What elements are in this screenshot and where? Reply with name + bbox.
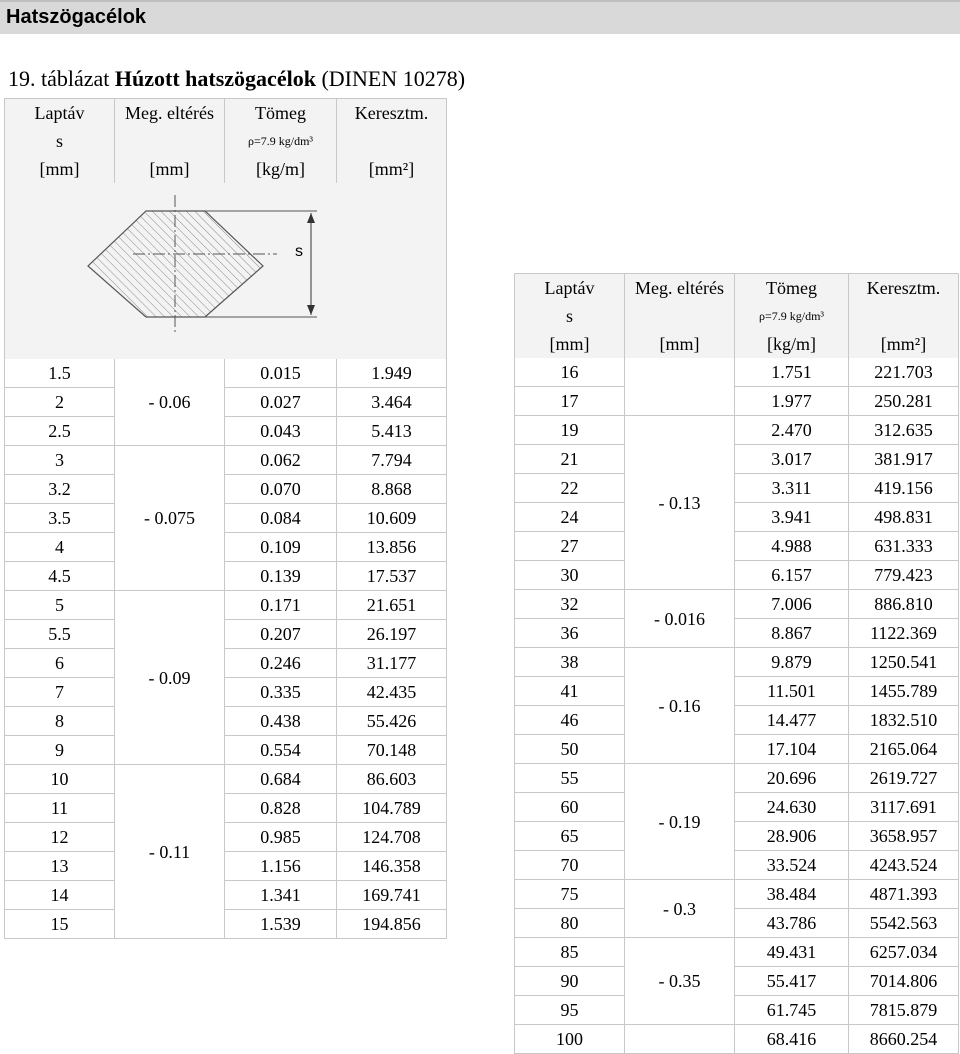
cell-tomeg: 0.684 — [225, 765, 337, 794]
cell-tomeg: 0.070 — [225, 475, 337, 504]
cell-laptav: 22 — [515, 474, 625, 503]
table-row — [515, 1025, 959, 1054]
table-row — [515, 387, 959, 416]
cell-keresztm: 1250.541 — [849, 648, 959, 677]
table-row — [515, 561, 959, 590]
cell-laptav: 27 — [515, 532, 625, 561]
cell-tomeg: 14.477 — [735, 706, 849, 735]
table-row — [515, 416, 959, 445]
cell-tomeg: 43.786 — [735, 909, 849, 938]
cell-keresztm: 8.868 — [337, 475, 447, 504]
cell-laptav: 75 — [515, 880, 625, 909]
col-header-empty — [849, 302, 959, 330]
table-row — [515, 764, 959, 793]
cell-laptav: 16 — [515, 358, 625, 387]
table-row — [515, 909, 959, 938]
cell-tolerance: - 0.06 — [115, 359, 225, 446]
cell-keresztm: 5542.563 — [849, 909, 959, 938]
cell-laptav: 95 — [515, 996, 625, 1025]
cell-tolerance: - 0.016 — [625, 590, 735, 648]
cell-laptav: 80 — [515, 909, 625, 938]
cell-tomeg: 0.335 — [225, 678, 337, 707]
cell-tolerance: - 0.075 — [115, 446, 225, 591]
col-unit-kgm: [kg/m] — [225, 155, 337, 183]
cell-tomeg: 0.139 — [225, 562, 337, 591]
cell-keresztm: 169.741 — [337, 881, 447, 910]
table-row — [5, 417, 447, 446]
cell-keresztm: 1122.369 — [849, 619, 959, 648]
table-row — [515, 938, 959, 967]
cell-keresztm: 1832.510 — [849, 706, 959, 735]
cell-tomeg: 0.109 — [225, 533, 337, 562]
cell-keresztm: 221.703 — [849, 358, 959, 387]
cell-tolerance: - 0.09 — [115, 591, 225, 765]
col-header-empty — [115, 127, 225, 155]
cell-tolerance: - 0.3 — [625, 880, 735, 938]
cell-keresztm: 631.333 — [849, 532, 959, 561]
col-header-rho: ρ=7.9 kg/dm³ — [225, 127, 337, 155]
cell-tomeg: 0.015 — [225, 359, 337, 388]
cell-tomeg: 1.156 — [225, 852, 337, 881]
cell-tomeg: 17.104 — [735, 735, 849, 764]
cell-laptav: 19 — [515, 416, 625, 445]
dimension-label-s: s — [295, 243, 303, 260]
cell-keresztm: 7.794 — [337, 446, 447, 475]
cell-tomeg: 1.751 — [735, 358, 849, 387]
cell-tomeg: 11.501 — [735, 677, 849, 706]
cell-laptav: 50 — [515, 735, 625, 764]
table-row — [5, 794, 447, 823]
cell-tomeg: 55.417 — [735, 967, 849, 996]
cell-laptav: 3.2 — [5, 475, 115, 504]
cell-laptav: 10 — [5, 765, 115, 794]
table-row — [515, 532, 959, 561]
cell-tomeg: 4.988 — [735, 532, 849, 561]
table-row — [515, 996, 959, 1025]
col-unit-mm: [mm] — [515, 330, 625, 358]
caption-suffix: (DINEN 10278) — [315, 66, 466, 91]
cell-tomeg: 0.828 — [225, 794, 337, 823]
cell-laptav: 55 — [515, 764, 625, 793]
cell-keresztm: 381.917 — [849, 445, 959, 474]
cell-tolerance — [625, 358, 735, 416]
cell-keresztm: 4243.524 — [849, 851, 959, 880]
table-row — [515, 677, 959, 706]
cell-laptav: 24 — [515, 503, 625, 532]
table-row — [5, 852, 447, 881]
cell-laptav: 2.5 — [5, 417, 115, 446]
table-row — [515, 735, 959, 764]
cell-laptav: 1.5 — [5, 359, 115, 388]
table-caption — [8, 66, 465, 92]
col-unit-mm2: [mm²] — [337, 155, 447, 183]
cell-keresztm: 7815.879 — [849, 996, 959, 1025]
cell-keresztm: 31.177 — [337, 649, 447, 678]
col-header-laptav: Laptáv — [5, 99, 115, 128]
cell-laptav: 36 — [515, 619, 625, 648]
cell-laptav: 4 — [5, 533, 115, 562]
cell-keresztm: 1455.789 — [849, 677, 959, 706]
hexagon-figure — [5, 183, 447, 359]
cell-keresztm: 55.426 — [337, 707, 447, 736]
table-row — [5, 823, 447, 852]
cell-keresztm: 13.856 — [337, 533, 447, 562]
caption-prefix: 19. táblázat — [8, 66, 115, 91]
cell-keresztm: 104.789 — [337, 794, 447, 823]
cell-keresztm: 3117.691 — [849, 793, 959, 822]
table-row — [5, 591, 447, 620]
hexagon-diagram — [5, 183, 447, 359]
cell-keresztm: 886.810 — [849, 590, 959, 619]
cell-laptav: 7 — [5, 678, 115, 707]
cell-keresztm: 4871.393 — [849, 880, 959, 909]
cell-laptav: 32 — [515, 590, 625, 619]
cell-laptav: 30 — [515, 561, 625, 590]
table-row — [5, 910, 447, 939]
cell-laptav: 6 — [5, 649, 115, 678]
cell-laptav: 9 — [5, 736, 115, 765]
cell-keresztm: 70.148 — [337, 736, 447, 765]
table-row — [5, 359, 447, 388]
cell-keresztm: 26.197 — [337, 620, 447, 649]
cell-tomeg: 2.470 — [735, 416, 849, 445]
cell-keresztm: 42.435 — [337, 678, 447, 707]
cell-tomeg: 0.171 — [225, 591, 337, 620]
cell-laptav: 5 — [5, 591, 115, 620]
cell-laptav: 3.5 — [5, 504, 115, 533]
title-bar — [0, 0, 960, 34]
table-row — [5, 475, 447, 504]
cell-tomeg: 68.416 — [735, 1025, 849, 1054]
cell-keresztm: 312.635 — [849, 416, 959, 445]
cell-tolerance: - 0.19 — [625, 764, 735, 880]
cell-laptav: 21 — [515, 445, 625, 474]
table-row — [5, 736, 447, 765]
cell-keresztm: 5.413 — [337, 417, 447, 446]
col-unit-kgm: [kg/m] — [735, 330, 849, 358]
cell-keresztm: 21.651 — [337, 591, 447, 620]
cell-laptav: 38 — [515, 648, 625, 677]
cell-tomeg: 24.630 — [735, 793, 849, 822]
table-row — [5, 620, 447, 649]
cell-tolerance: - 0.11 — [115, 765, 225, 939]
table-row — [5, 707, 447, 736]
cell-tolerance: - 0.13 — [625, 416, 735, 590]
table-row — [515, 967, 959, 996]
table-row — [515, 503, 959, 532]
cell-laptav: 85 — [515, 938, 625, 967]
cell-tomeg: 0.438 — [225, 707, 337, 736]
col-header-rho: ρ=7.9 kg/dm³ — [735, 302, 849, 330]
table-row — [515, 445, 959, 474]
cell-keresztm: 3658.957 — [849, 822, 959, 851]
table-row — [5, 562, 447, 591]
table-row — [515, 590, 959, 619]
right-table — [514, 273, 959, 1054]
col-header-s: s — [5, 127, 115, 155]
cell-tomeg: 7.006 — [735, 590, 849, 619]
cell-laptav: 2 — [5, 388, 115, 417]
cell-tomeg: 1.977 — [735, 387, 849, 416]
cell-tomeg: 6.157 — [735, 561, 849, 590]
cell-keresztm: 146.358 — [337, 852, 447, 881]
caption-bold: Húzott hatszögacélok — [114, 66, 316, 91]
cell-tomeg: 0.043 — [225, 417, 337, 446]
table-row — [515, 474, 959, 503]
cell-laptav: 65 — [515, 822, 625, 851]
table-row — [5, 881, 447, 910]
cell-laptav: 70 — [515, 851, 625, 880]
table-row — [5, 533, 447, 562]
cell-laptav: 46 — [515, 706, 625, 735]
cell-tolerance: - 0.35 — [625, 938, 735, 1025]
cell-tomeg: 3.017 — [735, 445, 849, 474]
cell-laptav: 4.5 — [5, 562, 115, 591]
cell-laptav: 8 — [5, 707, 115, 736]
cell-laptav: 12 — [5, 823, 115, 852]
cell-tomeg: 38.484 — [735, 880, 849, 909]
cell-laptav: 14 — [5, 881, 115, 910]
col-header-empty — [337, 127, 447, 155]
cell-keresztm: 3.464 — [337, 388, 447, 417]
cell-tolerance: - 0.16 — [625, 648, 735, 764]
cell-tomeg: 0.027 — [225, 388, 337, 417]
col-header-meg-elteres: Meg. eltérés — [625, 274, 735, 303]
table-row — [5, 388, 447, 417]
cell-tomeg: 0.246 — [225, 649, 337, 678]
cell-keresztm: 7014.806 — [849, 967, 959, 996]
table-row — [5, 446, 447, 475]
left-table — [4, 98, 447, 939]
cell-tomeg: 1.341 — [225, 881, 337, 910]
col-header-s: s — [515, 302, 625, 330]
cell-keresztm: 2165.064 — [849, 735, 959, 764]
col-header-laptav: Laptáv — [515, 274, 625, 303]
cell-laptav: 100 — [515, 1025, 625, 1054]
col-header-empty — [625, 302, 735, 330]
col-header-meg-elteres: Meg. eltérés — [115, 99, 225, 128]
col-header-tomeg: Tömeg — [735, 274, 849, 303]
cell-tomeg: 0.084 — [225, 504, 337, 533]
table-row — [515, 851, 959, 880]
page-title: Hatszögacélok — [6, 6, 147, 28]
cell-tomeg: 3.311 — [735, 474, 849, 503]
col-header-keresztm: Keresztm. — [849, 274, 959, 303]
col-header-keresztm: Keresztm. — [337, 99, 447, 128]
col-unit-mm: [mm] — [5, 155, 115, 183]
table-row — [5, 765, 447, 794]
table-row — [515, 793, 959, 822]
cell-laptav: 15 — [5, 910, 115, 939]
cell-keresztm: 1.949 — [337, 359, 447, 388]
cell-keresztm: 6257.034 — [849, 938, 959, 967]
cell-tolerance — [625, 1025, 735, 1054]
col-unit-mm: [mm] — [115, 155, 225, 183]
table-row — [5, 649, 447, 678]
col-unit-mm: [mm] — [625, 330, 735, 358]
cell-keresztm: 779.423 — [849, 561, 959, 590]
cell-tomeg: 0.554 — [225, 736, 337, 765]
col-unit-mm2: [mm²] — [849, 330, 959, 358]
cell-laptav: 13 — [5, 852, 115, 881]
cell-keresztm: 498.831 — [849, 503, 959, 532]
col-header-tomeg: Tömeg — [225, 99, 337, 128]
table-row — [515, 648, 959, 677]
cell-laptav: 90 — [515, 967, 625, 996]
cell-keresztm: 194.856 — [337, 910, 447, 939]
cell-tomeg: 3.941 — [735, 503, 849, 532]
cell-laptav: 17 — [515, 387, 625, 416]
cell-keresztm: 250.281 — [849, 387, 959, 416]
cell-laptav: 5.5 — [5, 620, 115, 649]
table-row — [515, 880, 959, 909]
cell-keresztm: 8660.254 — [849, 1025, 959, 1054]
cell-tomeg: 28.906 — [735, 822, 849, 851]
cell-tomeg: 1.539 — [225, 910, 337, 939]
cell-tomeg: 49.431 — [735, 938, 849, 967]
table-row — [5, 504, 447, 533]
cell-laptav: 3 — [5, 446, 115, 475]
cell-tomeg: 61.745 — [735, 996, 849, 1025]
cell-laptav: 60 — [515, 793, 625, 822]
table-row — [515, 706, 959, 735]
cell-laptav: 11 — [5, 794, 115, 823]
cell-keresztm: 124.708 — [337, 823, 447, 852]
cell-keresztm: 10.609 — [337, 504, 447, 533]
cell-tomeg: 33.524 — [735, 851, 849, 880]
table-row — [515, 358, 959, 387]
cell-keresztm: 86.603 — [337, 765, 447, 794]
table-row — [5, 678, 447, 707]
cell-tomeg: 20.696 — [735, 764, 849, 793]
cell-tomeg: 8.867 — [735, 619, 849, 648]
cell-keresztm: 17.537 — [337, 562, 447, 591]
cell-keresztm: 2619.727 — [849, 764, 959, 793]
cell-keresztm: 419.156 — [849, 474, 959, 503]
cell-tomeg: 0.985 — [225, 823, 337, 852]
table-row — [515, 822, 959, 851]
cell-laptav: 41 — [515, 677, 625, 706]
table-row — [515, 619, 959, 648]
cell-tomeg: 0.062 — [225, 446, 337, 475]
cell-tomeg: 0.207 — [225, 620, 337, 649]
cell-tomeg: 9.879 — [735, 648, 849, 677]
